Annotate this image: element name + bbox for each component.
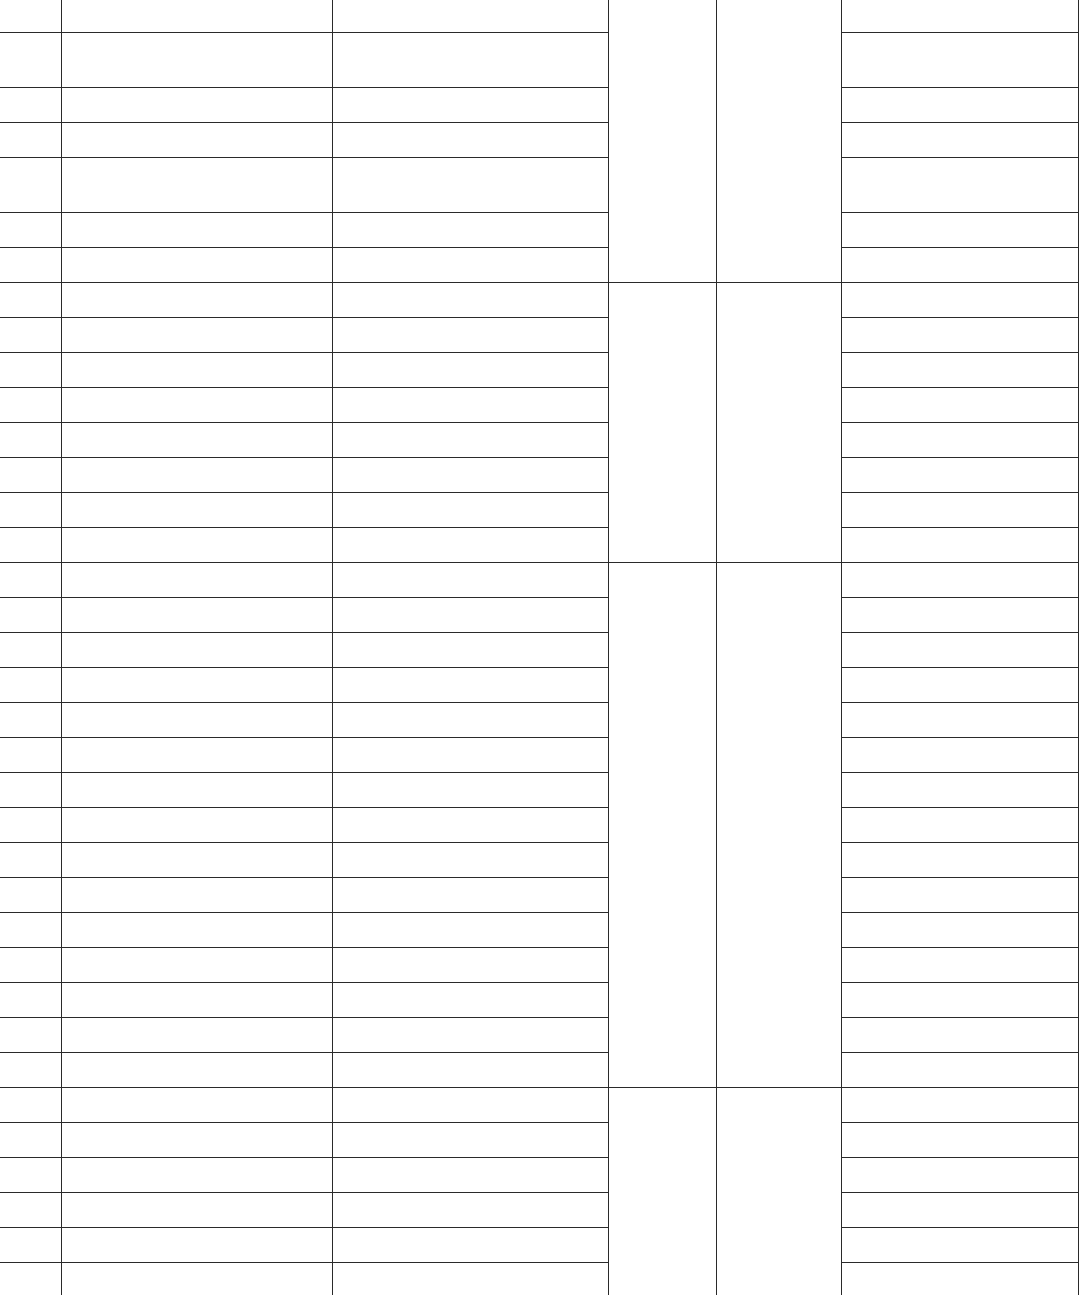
phone-cell <box>716 0 842 283</box>
row-number-cell <box>0 983 62 1018</box>
community-cell <box>842 248 1079 283</box>
address-cell <box>332 88 608 123</box>
table-row <box>0 283 1079 318</box>
site-name-cell <box>62 983 332 1018</box>
site-name-cell <box>62 843 332 878</box>
address-cell <box>332 388 608 423</box>
row-number-cell <box>0 423 62 458</box>
table-row <box>0 563 1079 598</box>
site-name-cell <box>62 158 332 213</box>
site-name-cell <box>62 633 332 668</box>
site-name-cell <box>62 1263 332 1295</box>
address-cell <box>332 1088 608 1123</box>
row-number-cell <box>0 123 62 158</box>
community-cell <box>842 1123 1079 1158</box>
address-cell <box>332 633 608 668</box>
row-number-cell <box>0 563 62 598</box>
community-cell <box>842 528 1079 563</box>
site-name-cell <box>62 598 332 633</box>
community-cell <box>842 948 1079 983</box>
street-cell <box>608 563 716 1088</box>
table-row <box>0 1158 1079 1193</box>
site-name-cell <box>62 318 332 353</box>
row-number-cell <box>0 1228 62 1263</box>
site-name-cell <box>62 703 332 738</box>
address-cell <box>332 738 608 773</box>
row-number-cell <box>0 158 62 213</box>
community-cell <box>842 843 1079 878</box>
address-cell <box>332 123 608 158</box>
table-row <box>0 738 1079 773</box>
community-cell <box>842 423 1079 458</box>
address-cell <box>332 0 608 33</box>
community-cell <box>842 1018 1079 1053</box>
address-cell <box>332 283 608 318</box>
site-name-cell <box>62 1018 332 1053</box>
community-cell <box>842 703 1079 738</box>
address-cell <box>332 563 608 598</box>
table-row <box>0 528 1079 563</box>
address-cell <box>332 703 608 738</box>
site-name-cell <box>62 913 332 948</box>
site-name-cell <box>62 563 332 598</box>
row-number-cell <box>0 528 62 563</box>
site-name-cell <box>62 878 332 913</box>
row-number-cell <box>0 1018 62 1053</box>
address-cell <box>332 213 608 248</box>
address-cell <box>332 983 608 1018</box>
community-cell <box>842 353 1079 388</box>
table-row <box>0 458 1079 493</box>
row-number-cell <box>0 458 62 493</box>
site-name-cell <box>62 1088 332 1123</box>
table-row <box>0 0 1079 33</box>
community-cell <box>842 458 1079 493</box>
street-cell <box>608 0 716 283</box>
table-row <box>0 1228 1079 1263</box>
address-cell <box>332 843 608 878</box>
community-cell <box>842 878 1079 913</box>
row-number-cell <box>0 248 62 283</box>
table-row <box>0 493 1079 528</box>
site-name-cell <box>62 88 332 123</box>
row-number-cell <box>0 213 62 248</box>
row-number-cell <box>0 353 62 388</box>
row-number-cell <box>0 1123 62 1158</box>
table-row <box>0 88 1079 123</box>
table-row <box>0 248 1079 283</box>
row-number-cell <box>0 88 62 123</box>
row-number-cell <box>0 1053 62 1088</box>
table-row <box>0 123 1079 158</box>
table-row <box>0 808 1079 843</box>
row-number-cell <box>0 0 62 33</box>
address-cell <box>332 878 608 913</box>
site-name-cell <box>62 123 332 158</box>
address-cell <box>332 528 608 563</box>
address-cell <box>332 598 608 633</box>
site-name-cell <box>62 458 332 493</box>
table-row <box>0 843 1079 878</box>
row-number-cell <box>0 913 62 948</box>
table-row <box>0 213 1079 248</box>
row-number-cell <box>0 33 62 88</box>
community-cell <box>842 598 1079 633</box>
row-number-cell <box>0 703 62 738</box>
address-cell <box>332 318 608 353</box>
community-cell <box>842 668 1079 703</box>
table-row <box>0 598 1079 633</box>
phone-cell <box>716 1088 842 1295</box>
community-cell <box>842 493 1079 528</box>
site-name-cell <box>62 493 332 528</box>
row-number-cell <box>0 1193 62 1228</box>
site-name-cell <box>62 1123 332 1158</box>
row-number-cell <box>0 388 62 423</box>
site-name-cell <box>62 668 332 703</box>
address-cell <box>332 493 608 528</box>
street-cell <box>608 283 716 563</box>
table-row <box>0 388 1079 423</box>
row-number-cell <box>0 878 62 913</box>
address-cell <box>332 1158 608 1193</box>
community-cell <box>842 563 1079 598</box>
row-number-cell <box>0 598 62 633</box>
row-number-cell <box>0 843 62 878</box>
row-number-cell <box>0 1263 62 1295</box>
community-cell <box>842 1263 1079 1295</box>
community-cell <box>842 158 1079 213</box>
address-cell <box>332 1053 608 1088</box>
table-row <box>0 633 1079 668</box>
row-number-cell <box>0 948 62 983</box>
community-cell <box>842 913 1079 948</box>
community-cell <box>842 773 1079 808</box>
site-name-cell <box>62 948 332 983</box>
address-cell <box>332 353 608 388</box>
row-number-cell <box>0 318 62 353</box>
street-cell <box>608 1088 716 1295</box>
site-name-cell <box>62 1228 332 1263</box>
table-row <box>0 158 1079 213</box>
table-row <box>0 318 1079 353</box>
row-number-cell <box>0 283 62 318</box>
row-number-cell <box>0 1158 62 1193</box>
table-row <box>0 773 1079 808</box>
community-cell <box>842 0 1079 33</box>
table-row <box>0 1053 1079 1088</box>
row-number-cell <box>0 1088 62 1123</box>
site-name-cell <box>62 353 332 388</box>
site-name-cell <box>62 283 332 318</box>
table-row <box>0 1263 1079 1295</box>
site-name-cell <box>62 1158 332 1193</box>
address-cell <box>332 773 608 808</box>
address-cell <box>332 1018 608 1053</box>
row-number-cell <box>0 633 62 668</box>
site-name-cell <box>62 808 332 843</box>
address-cell <box>332 913 608 948</box>
address-cell <box>332 1228 608 1263</box>
community-cell <box>842 1088 1079 1123</box>
table-row <box>0 353 1079 388</box>
community-cell <box>842 33 1079 88</box>
community-cell <box>842 738 1079 773</box>
table-row <box>0 668 1079 703</box>
row-number-cell <box>0 773 62 808</box>
community-cell <box>842 983 1079 1018</box>
community-cell <box>842 318 1079 353</box>
table-row <box>0 1123 1079 1158</box>
address-cell <box>332 158 608 213</box>
community-cell <box>842 1193 1079 1228</box>
table-row <box>0 983 1079 1018</box>
address-cell <box>332 248 608 283</box>
site-name-cell <box>62 388 332 423</box>
community-cell <box>842 388 1079 423</box>
table-row <box>0 948 1079 983</box>
table-row <box>0 913 1079 948</box>
site-name-cell <box>62 738 332 773</box>
row-number-cell <box>0 668 62 703</box>
phone-cell <box>716 283 842 563</box>
row-number-cell <box>0 808 62 843</box>
address-cell <box>332 948 608 983</box>
site-name-cell <box>62 1053 332 1088</box>
row-number-cell <box>0 493 62 528</box>
site-name-cell <box>62 213 332 248</box>
community-cell <box>842 808 1079 843</box>
table-row <box>0 1018 1079 1053</box>
address-cell <box>332 458 608 493</box>
site-name-cell <box>62 1193 332 1228</box>
site-name-cell <box>62 248 332 283</box>
address-cell <box>332 423 608 458</box>
table-row <box>0 878 1079 913</box>
table-row <box>0 423 1079 458</box>
table-row <box>0 1088 1079 1123</box>
address-cell <box>332 1263 608 1295</box>
address-cell <box>332 33 608 88</box>
community-cell <box>842 1158 1079 1193</box>
address-cell <box>332 808 608 843</box>
community-cell <box>842 1228 1079 1263</box>
row-number-cell <box>0 738 62 773</box>
community-cell <box>842 283 1079 318</box>
site-name-cell <box>62 0 332 33</box>
site-name-cell <box>62 423 332 458</box>
community-cell <box>842 123 1079 158</box>
table-row <box>0 33 1079 88</box>
address-cell <box>332 668 608 703</box>
address-cell <box>332 1123 608 1158</box>
community-cell <box>842 88 1079 123</box>
community-cell <box>842 633 1079 668</box>
address-cell <box>332 1193 608 1228</box>
community-cell <box>842 213 1079 248</box>
phone-cell <box>716 563 842 1088</box>
table-row <box>0 1193 1079 1228</box>
site-name-cell <box>62 773 332 808</box>
community-cell <box>842 1053 1079 1088</box>
table-row <box>0 703 1079 738</box>
site-name-cell <box>62 33 332 88</box>
site-name-cell <box>62 528 332 563</box>
